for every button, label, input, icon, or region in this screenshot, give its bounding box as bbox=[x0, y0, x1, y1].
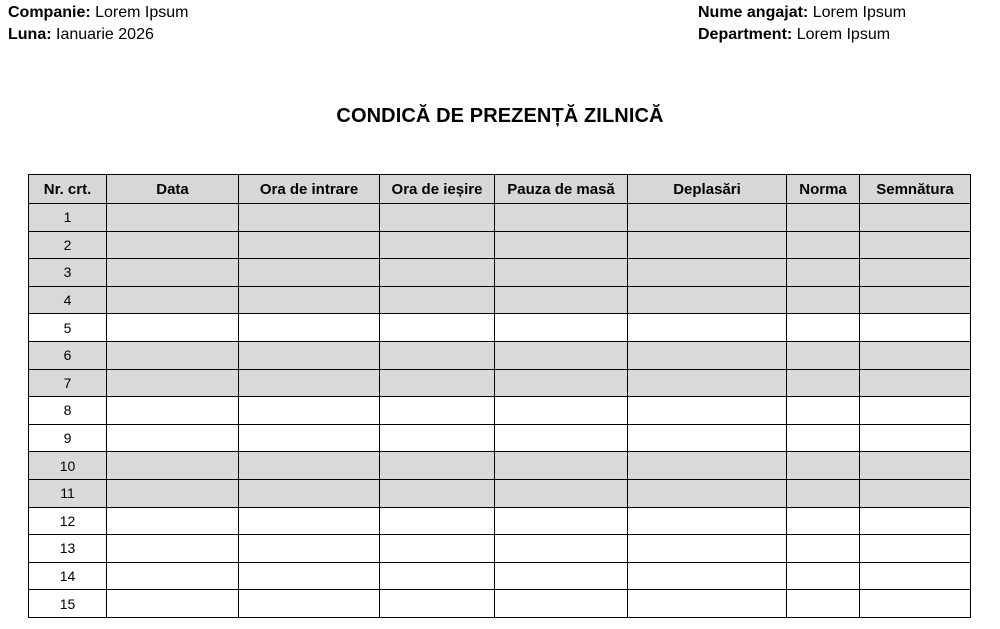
cell-deplasari[interactable] bbox=[628, 341, 787, 369]
cell-semnatura[interactable] bbox=[860, 479, 971, 507]
cell-ora-iesire[interactable] bbox=[380, 231, 495, 259]
cell-deplasari[interactable] bbox=[628, 314, 787, 342]
col-header-norma: Norma bbox=[787, 175, 860, 204]
cell-ora-iesire[interactable] bbox=[380, 259, 495, 287]
cell-ora-iesire[interactable] bbox=[380, 562, 495, 590]
cell-pauza[interactable] bbox=[495, 341, 628, 369]
cell-pauza[interactable] bbox=[495, 535, 628, 563]
cell-semnatura[interactable] bbox=[860, 204, 971, 232]
cell-data[interactable] bbox=[107, 507, 239, 535]
cell-norma[interactable] bbox=[787, 204, 860, 232]
cell-semnatura[interactable] bbox=[860, 369, 971, 397]
cell-semnatura[interactable] bbox=[860, 397, 971, 425]
table-row bbox=[29, 259, 971, 287]
cell-norma[interactable] bbox=[787, 341, 860, 369]
cell-deplasari[interactable] bbox=[628, 479, 787, 507]
attendance-table bbox=[28, 174, 971, 618]
col-header-ora-iesire: Ora de ieșire bbox=[380, 175, 495, 204]
cell-norma[interactable] bbox=[787, 397, 860, 425]
cell-ora-iesire[interactable] bbox=[380, 452, 495, 480]
cell-deplasari[interactable] bbox=[628, 259, 787, 287]
cell-norma[interactable] bbox=[787, 314, 860, 342]
table-row bbox=[29, 452, 971, 480]
cell-deplasari[interactable] bbox=[628, 535, 787, 563]
cell-deplasari[interactable] bbox=[628, 452, 787, 480]
cell-pauza[interactable] bbox=[495, 452, 628, 480]
employee-line bbox=[698, 2, 906, 24]
cell-ora-iesire[interactable] bbox=[380, 590, 495, 618]
department-label: Department: bbox=[698, 26, 793, 43]
cell-data[interactable] bbox=[107, 479, 239, 507]
cell-nr: 9 bbox=[29, 424, 107, 452]
cell-ora-intrare[interactable] bbox=[239, 562, 380, 590]
cell-nr: 6 bbox=[29, 341, 107, 369]
cell-ora-intrare[interactable] bbox=[239, 424, 380, 452]
cell-semnatura[interactable] bbox=[860, 562, 971, 590]
department-line bbox=[698, 24, 906, 46]
cell-semnatura[interactable] bbox=[860, 452, 971, 480]
cell-data[interactable] bbox=[107, 562, 239, 590]
cell-semnatura[interactable] bbox=[860, 590, 971, 618]
table-row bbox=[29, 369, 971, 397]
cell-ora-iesire[interactable] bbox=[380, 314, 495, 342]
cell-norma[interactable] bbox=[787, 562, 860, 590]
cell-ora-intrare[interactable] bbox=[239, 369, 380, 397]
cell-nr: 4 bbox=[29, 286, 107, 314]
cell-semnatura[interactable] bbox=[860, 507, 971, 535]
month-value: Ianuarie 2026 bbox=[56, 26, 154, 43]
cell-data[interactable] bbox=[107, 286, 239, 314]
cell-ora-intrare[interactable] bbox=[239, 590, 380, 618]
cell-nr: 12 bbox=[29, 507, 107, 535]
cell-norma[interactable] bbox=[787, 231, 860, 259]
cell-norma[interactable] bbox=[787, 286, 860, 314]
cell-pauza[interactable] bbox=[495, 259, 628, 287]
col-header-semnatura: Semnătura bbox=[860, 175, 971, 204]
cell-nr: 5 bbox=[29, 314, 107, 342]
cell-semnatura[interactable] bbox=[860, 314, 971, 342]
cell-data[interactable] bbox=[107, 204, 239, 232]
table-row bbox=[29, 341, 971, 369]
table-row bbox=[29, 314, 971, 342]
cell-pauza[interactable] bbox=[495, 204, 628, 232]
cell-ora-iesire[interactable] bbox=[380, 204, 495, 232]
cell-ora-iesire[interactable] bbox=[380, 369, 495, 397]
cell-data[interactable] bbox=[107, 314, 239, 342]
cell-norma[interactable] bbox=[787, 507, 860, 535]
department-value: Lorem Ipsum bbox=[796, 26, 891, 43]
cell-pauza[interactable] bbox=[495, 590, 628, 618]
cell-ora-intrare[interactable] bbox=[239, 314, 380, 342]
cell-ora-iesire[interactable] bbox=[380, 286, 495, 314]
cell-norma[interactable] bbox=[787, 479, 860, 507]
cell-deplasari[interactable] bbox=[628, 397, 787, 425]
table-row bbox=[29, 479, 971, 507]
cell-norma[interactable] bbox=[787, 369, 860, 397]
cell-ora-iesire[interactable] bbox=[380, 535, 495, 563]
table-row bbox=[29, 286, 971, 314]
cell-data[interactable] bbox=[107, 535, 239, 563]
header-row bbox=[29, 175, 971, 204]
page-title: CONDICĂ DE PREZENȚĂ ZILNICĂ bbox=[336, 105, 664, 127]
cell-deplasari[interactable] bbox=[628, 507, 787, 535]
employee-label: Nume angajat: bbox=[698, 4, 809, 21]
cell-semnatura[interactable] bbox=[860, 231, 971, 259]
cell-deplasari[interactable] bbox=[628, 369, 787, 397]
cell-data[interactable] bbox=[107, 590, 239, 618]
cell-nr: 15 bbox=[29, 590, 107, 618]
cell-pauza[interactable] bbox=[495, 424, 628, 452]
cell-pauza[interactable] bbox=[495, 286, 628, 314]
cell-ora-intrare[interactable] bbox=[239, 479, 380, 507]
cell-pauza[interactable] bbox=[495, 369, 628, 397]
cell-nr: 11 bbox=[29, 479, 107, 507]
cell-pauza[interactable] bbox=[495, 231, 628, 259]
cell-data[interactable] bbox=[107, 424, 239, 452]
col-header-pauza: Pauza de masă bbox=[495, 175, 628, 204]
cell-norma[interactable] bbox=[787, 259, 860, 287]
table-row bbox=[29, 231, 971, 259]
month-line bbox=[8, 24, 189, 46]
cell-ora-iesire[interactable] bbox=[380, 397, 495, 425]
cell-data[interactable] bbox=[107, 397, 239, 425]
table-row bbox=[29, 507, 971, 535]
cell-deplasari[interactable] bbox=[628, 231, 787, 259]
cell-semnatura[interactable] bbox=[860, 341, 971, 369]
col-header-deplasari: Deplasări bbox=[628, 175, 787, 204]
col-header-nr: Nr. crt. bbox=[29, 175, 107, 204]
cell-pauza[interactable] bbox=[495, 397, 628, 425]
cell-ora-iesire[interactable] bbox=[380, 507, 495, 535]
cell-pauza[interactable] bbox=[495, 314, 628, 342]
col-header-data: Data bbox=[107, 175, 239, 204]
cell-ora-intrare[interactable] bbox=[239, 397, 380, 425]
company-value: Lorem Ipsum bbox=[95, 4, 189, 21]
cell-semnatura[interactable] bbox=[860, 259, 971, 287]
cell-nr: 13 bbox=[29, 535, 107, 563]
col-header-ora-intrare: Ora de intrare bbox=[239, 175, 380, 204]
cell-ora-intrare[interactable] bbox=[239, 341, 380, 369]
table-row bbox=[29, 204, 971, 232]
cell-semnatura[interactable] bbox=[860, 535, 971, 563]
table-body bbox=[29, 204, 971, 618]
cell-pauza[interactable] bbox=[495, 479, 628, 507]
cell-nr: 7 bbox=[29, 369, 107, 397]
cell-data[interactable] bbox=[107, 341, 239, 369]
cell-semnatura[interactable] bbox=[860, 424, 971, 452]
cell-ora-intrare[interactable] bbox=[239, 204, 380, 232]
cell-nr: 3 bbox=[29, 259, 107, 287]
cell-norma[interactable] bbox=[787, 590, 860, 618]
cell-data[interactable] bbox=[107, 369, 239, 397]
company-line bbox=[8, 2, 189, 24]
table-row bbox=[29, 397, 971, 425]
cell-data[interactable] bbox=[107, 231, 239, 259]
cell-ora-intrare[interactable] bbox=[239, 259, 380, 287]
cell-deplasari[interactable] bbox=[628, 424, 787, 452]
employee-value: Lorem Ipsum bbox=[812, 4, 907, 21]
cell-nr: 8 bbox=[29, 397, 107, 425]
cell-ora-intrare[interactable] bbox=[239, 535, 380, 563]
cell-pauza[interactable] bbox=[495, 562, 628, 590]
table-row bbox=[29, 424, 971, 452]
cell-norma[interactable] bbox=[787, 452, 860, 480]
table-row bbox=[29, 562, 971, 590]
cell-data[interactable] bbox=[107, 452, 239, 480]
cell-deplasari[interactable] bbox=[628, 204, 787, 232]
cell-data[interactable] bbox=[107, 259, 239, 287]
cell-ora-iesire[interactable] bbox=[380, 341, 495, 369]
table-row bbox=[29, 535, 971, 563]
cell-deplasari[interactable] bbox=[628, 590, 787, 618]
cell-norma[interactable] bbox=[787, 424, 860, 452]
header-right bbox=[698, 2, 906, 46]
header-left bbox=[8, 2, 189, 46]
cell-pauza[interactable] bbox=[495, 507, 628, 535]
cell-norma[interactable] bbox=[787, 535, 860, 563]
cell-deplasari[interactable] bbox=[628, 562, 787, 590]
company-label: Companie: bbox=[8, 4, 91, 21]
cell-ora-intrare[interactable] bbox=[239, 231, 380, 259]
cell-nr: 2 bbox=[29, 231, 107, 259]
month-label: Luna: bbox=[8, 26, 52, 43]
cell-ora-iesire[interactable] bbox=[380, 479, 495, 507]
cell-nr: 1 bbox=[29, 204, 107, 232]
cell-nr: 10 bbox=[29, 452, 107, 480]
cell-ora-intrare[interactable] bbox=[239, 452, 380, 480]
table-row bbox=[29, 590, 971, 618]
cell-ora-intrare[interactable] bbox=[239, 507, 380, 535]
cell-deplasari[interactable] bbox=[628, 286, 787, 314]
cell-ora-intrare[interactable] bbox=[239, 286, 380, 314]
cell-ora-iesire[interactable] bbox=[380, 424, 495, 452]
cell-nr: 14 bbox=[29, 562, 107, 590]
cell-semnatura[interactable] bbox=[860, 286, 971, 314]
